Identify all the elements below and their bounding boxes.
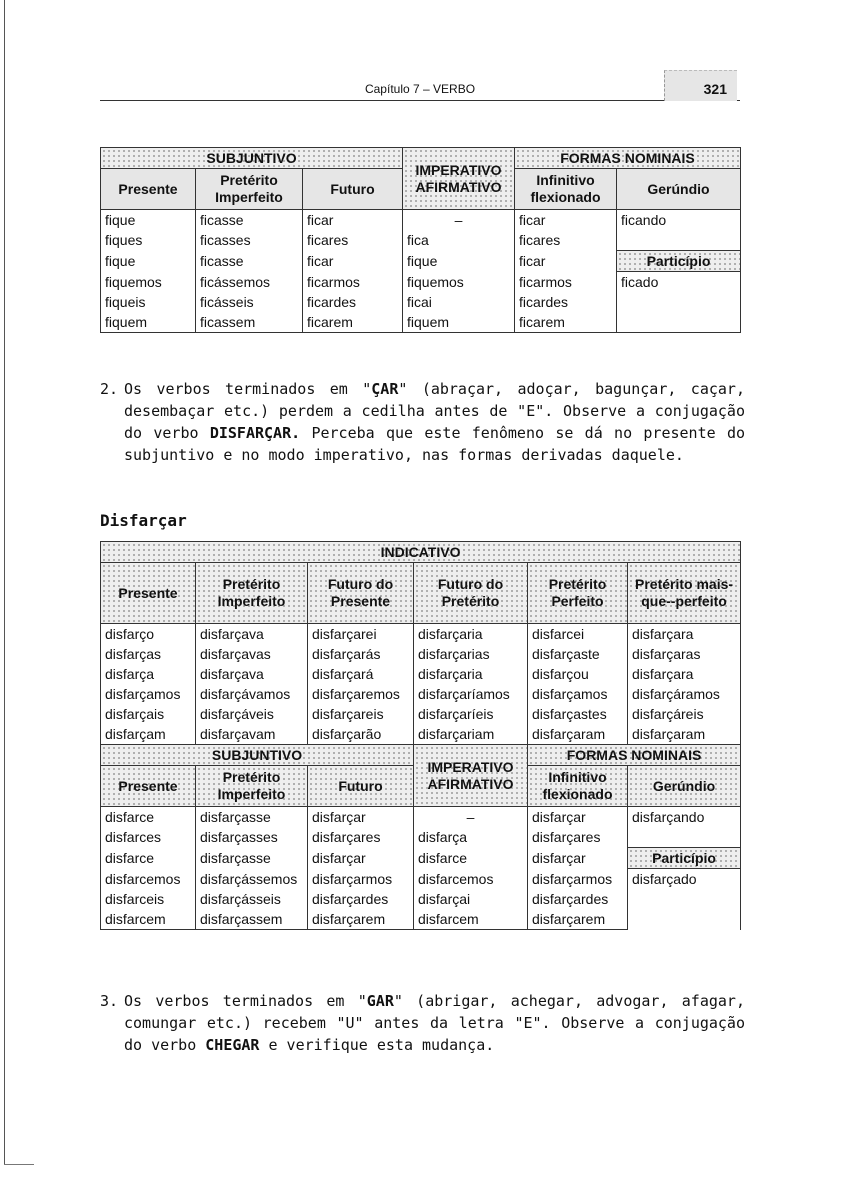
- cell: disfarces: [101, 827, 196, 848]
- paragraph-number: 3.: [100, 992, 119, 1010]
- cell: ficasse: [196, 210, 303, 231]
- cell: disfarça: [414, 827, 528, 848]
- cell: fiquemos: [101, 272, 196, 293]
- cell-empty: [617, 292, 741, 312]
- paragraph-2: [100, 378, 745, 466]
- table-row: [101, 251, 741, 272]
- futuro-do-preterito-header: Futuro do Pretérito: [414, 563, 528, 624]
- page-header: [100, 80, 740, 101]
- cell: fica: [403, 230, 515, 251]
- paragraph-text: Os verbos terminados em "GAR" (abrigar, achegar, advogar, afagar, comungar etc.) recebem "U" antes da letra "E". Observe a conjugação do verbo CHEGAR e verifique esta mudança.: [124, 992, 745, 1054]
- cell: disfarçaríeis: [414, 704, 528, 724]
- cell: fique: [101, 210, 196, 231]
- cell: disfarçaríamos: [414, 684, 528, 704]
- cell: disfarçarmos: [528, 869, 628, 890]
- presente-header: Presente: [101, 563, 196, 624]
- cell: ficardes: [515, 292, 617, 312]
- cell: disfarçar: [528, 848, 628, 869]
- table-row: [101, 210, 741, 231]
- cell: disfarçassem: [196, 909, 308, 930]
- cell: disfarçamos: [528, 684, 628, 704]
- cell-empty: [617, 230, 741, 251]
- cell: ficar: [515, 210, 617, 231]
- cell: disfarçardes: [308, 889, 414, 909]
- cell: disfarçará: [308, 664, 414, 684]
- subjuntivo-header: SUBJUNTIVO: [101, 148, 403, 169]
- cell: disfarçasse: [196, 807, 308, 828]
- cell: disfarçou: [528, 664, 628, 684]
- gerundio-value: disfarçando: [628, 807, 741, 828]
- cell: ficassem: [196, 312, 303, 333]
- cell: fiqueis: [101, 292, 196, 312]
- table-row: [101, 848, 741, 869]
- cell: disfarçava: [196, 624, 308, 645]
- preterito-imperfeito-header: Pretérito Imperfeito: [196, 766, 308, 807]
- preterito-imperfeito-header: Pretérito Imperfeito: [196, 563, 308, 624]
- cell: disfarçar: [308, 807, 414, 828]
- table-row: [101, 807, 741, 828]
- table-disfarcar: [100, 541, 741, 930]
- indicativo-header: INDICATIVO: [101, 542, 741, 563]
- paragraph-3: [100, 990, 745, 1056]
- left-margin-foot: [4, 1164, 34, 1165]
- futuro-header: Futuro: [308, 766, 414, 807]
- cell: disfarcemos: [101, 869, 196, 890]
- chapter-title: Capítulo 7 – VERBO: [364, 82, 476, 96]
- page-number-box: [664, 70, 737, 101]
- table-row: [101, 869, 741, 890]
- table-row: [101, 624, 741, 645]
- cell: disfarçar: [308, 848, 414, 869]
- formas-nominais-header: FORMAS NOMINAIS: [515, 148, 741, 169]
- page-number: 321: [703, 81, 727, 97]
- formas-nominais-header: FORMAS NOMINAIS: [528, 745, 741, 766]
- table-row: [101, 724, 741, 745]
- imperativo-header: IMPERATIVO AFIRMATIVO: [403, 148, 515, 210]
- cell: disfarçam: [101, 724, 196, 745]
- table-row: [101, 684, 741, 704]
- futuro-header: Futuro: [303, 169, 403, 210]
- preterito-perfeito-header: Pretérito Perfeito: [528, 563, 628, 624]
- cell: disfarcei: [528, 624, 628, 645]
- cell: ficasses: [196, 230, 303, 251]
- cell: disfarçarias: [414, 644, 528, 664]
- cell: ficar: [515, 251, 617, 272]
- imperativo-header: IMPERATIVO AFIRMATIVO: [414, 745, 528, 807]
- cell: disfarcem: [414, 909, 528, 930]
- cell: –: [414, 807, 528, 828]
- table-row: [101, 909, 741, 930]
- gerundio-header: Gerúndio: [617, 169, 741, 210]
- table-row: [101, 230, 741, 251]
- cell: disfarçarás: [308, 644, 414, 664]
- cell: disfarçasses: [196, 827, 308, 848]
- cell: disfarcem: [101, 909, 196, 930]
- presente-header: Presente: [101, 766, 196, 807]
- cell: disfarçaria: [414, 664, 528, 684]
- cell: disfarçariam: [414, 724, 528, 745]
- cell: disfarçássemos: [196, 869, 308, 890]
- participio-value: disfarçado: [628, 869, 741, 890]
- cell: ficai: [403, 292, 515, 312]
- cell: ficares: [303, 230, 403, 251]
- cell: fique: [101, 251, 196, 272]
- cell: disfarçarem: [308, 909, 414, 930]
- cell: disfarçara: [628, 664, 741, 684]
- cell: disfarçai: [414, 889, 528, 909]
- cell: ficasse: [196, 251, 303, 272]
- cell: disfarçaste: [528, 644, 628, 664]
- cell: disfarçávamos: [196, 684, 308, 704]
- cell: disfarceis: [101, 889, 196, 909]
- cell: ficarem: [515, 312, 617, 333]
- cell: disfarçares: [308, 827, 414, 848]
- cell: disfarçarei: [308, 624, 414, 645]
- cell: ficardes: [303, 292, 403, 312]
- cell: disfarçáramos: [628, 684, 741, 704]
- cell: disfarças: [101, 644, 196, 664]
- cell: disfarçares: [528, 827, 628, 848]
- cell: disfarçara: [628, 624, 741, 645]
- cell: fiquem: [403, 312, 515, 333]
- infinitivo-flexionado-header: Infinitivo flexionado: [528, 766, 628, 807]
- gerundio-value: ficando: [617, 210, 741, 231]
- cell: disfarçasse: [196, 848, 308, 869]
- cell: fiques: [101, 230, 196, 251]
- cell: disfarçaram: [628, 724, 741, 745]
- cell: disfarce: [414, 848, 528, 869]
- cell: disfarçaras: [628, 644, 741, 664]
- cell: ficarmos: [303, 272, 403, 293]
- cell: disfarçastes: [528, 704, 628, 724]
- left-margin-line: [4, 0, 5, 1165]
- infinitivo-flexionado-header: Infinitivo flexionado: [515, 169, 617, 210]
- cell: ficar: [303, 210, 403, 231]
- cell: disfarçarmos: [308, 869, 414, 890]
- cell: disfarcemos: [414, 869, 528, 890]
- cell-empty: [628, 909, 741, 930]
- table-row: [101, 312, 741, 333]
- cell: –: [403, 210, 515, 231]
- cell: disfarçareis: [308, 704, 414, 724]
- table-row: [101, 664, 741, 684]
- gerundio-header: Gerúndio: [628, 766, 741, 807]
- cell-empty: [617, 312, 741, 333]
- table-row: [101, 292, 741, 312]
- cell: ficares: [515, 230, 617, 251]
- cell: disfarçaram: [528, 724, 628, 745]
- preterito-mais-que-perfeito-header: Pretérito mais-que--perfeito: [628, 563, 741, 624]
- section-title: Disfarçar: [100, 511, 187, 530]
- cell-empty: [628, 889, 741, 909]
- futuro-do-presente-header: Futuro do Presente: [308, 563, 414, 624]
- cell: disfarce: [101, 848, 196, 869]
- subjuntivo-header: SUBJUNTIVO: [101, 745, 414, 766]
- cell: ficar: [303, 251, 403, 272]
- presente-header: Presente: [101, 169, 196, 210]
- preterito-imperfeito-header: Pretérito Imperfeito: [196, 169, 303, 210]
- paragraph-number: 2.: [100, 380, 119, 398]
- cell: disfarçardes: [528, 889, 628, 909]
- table-row: [101, 644, 741, 664]
- cell: disfarçaria: [414, 624, 528, 645]
- cell: fiquem: [101, 312, 196, 333]
- cell: fiquemos: [403, 272, 515, 293]
- participio-header: Particípio: [628, 848, 741, 869]
- table-ficar: [100, 147, 741, 333]
- cell: disfarçásseis: [196, 889, 308, 909]
- table-row: [101, 272, 741, 293]
- cell: disfarçáveis: [196, 704, 308, 724]
- table-row: [101, 704, 741, 724]
- cell: ficássemos: [196, 272, 303, 293]
- cell: disfarça: [101, 664, 196, 684]
- cell: disfarçavam: [196, 724, 308, 745]
- cell: disfarço: [101, 624, 196, 645]
- cell: disfarce: [101, 807, 196, 828]
- cell: ficásseis: [196, 292, 303, 312]
- participio-header: Particípio: [617, 251, 741, 272]
- cell: disfarçamos: [101, 684, 196, 704]
- cell: disfarçais: [101, 704, 196, 724]
- cell: disfarçarão: [308, 724, 414, 745]
- cell: fique: [403, 251, 515, 272]
- participio-value: ficado: [617, 272, 741, 293]
- cell-empty: [628, 827, 741, 848]
- cell: disfarçar: [528, 807, 628, 828]
- cell: disfarçavas: [196, 644, 308, 664]
- table-row: [101, 827, 741, 848]
- paragraph-text: Os verbos terminados em "ÇAR" (abraçar, adoçar, bagunçar, caçar, desembaçar etc.) perdem a cedilha antes de "E". Observe a conjugação do verbo DISFARÇAR. Perceba que este fenômeno se dá no presente do subjuntivo e no modo imperativo, nas formas derivadas daquele.: [124, 380, 746, 464]
- cell: ficarem: [303, 312, 403, 333]
- cell: disfarçava: [196, 664, 308, 684]
- cell: ficarmos: [515, 272, 617, 293]
- cell: disfarçáreis: [628, 704, 741, 724]
- cell: disfarçaremos: [308, 684, 414, 704]
- table-row: [101, 889, 741, 909]
- cell: disfarçarem: [528, 909, 628, 930]
